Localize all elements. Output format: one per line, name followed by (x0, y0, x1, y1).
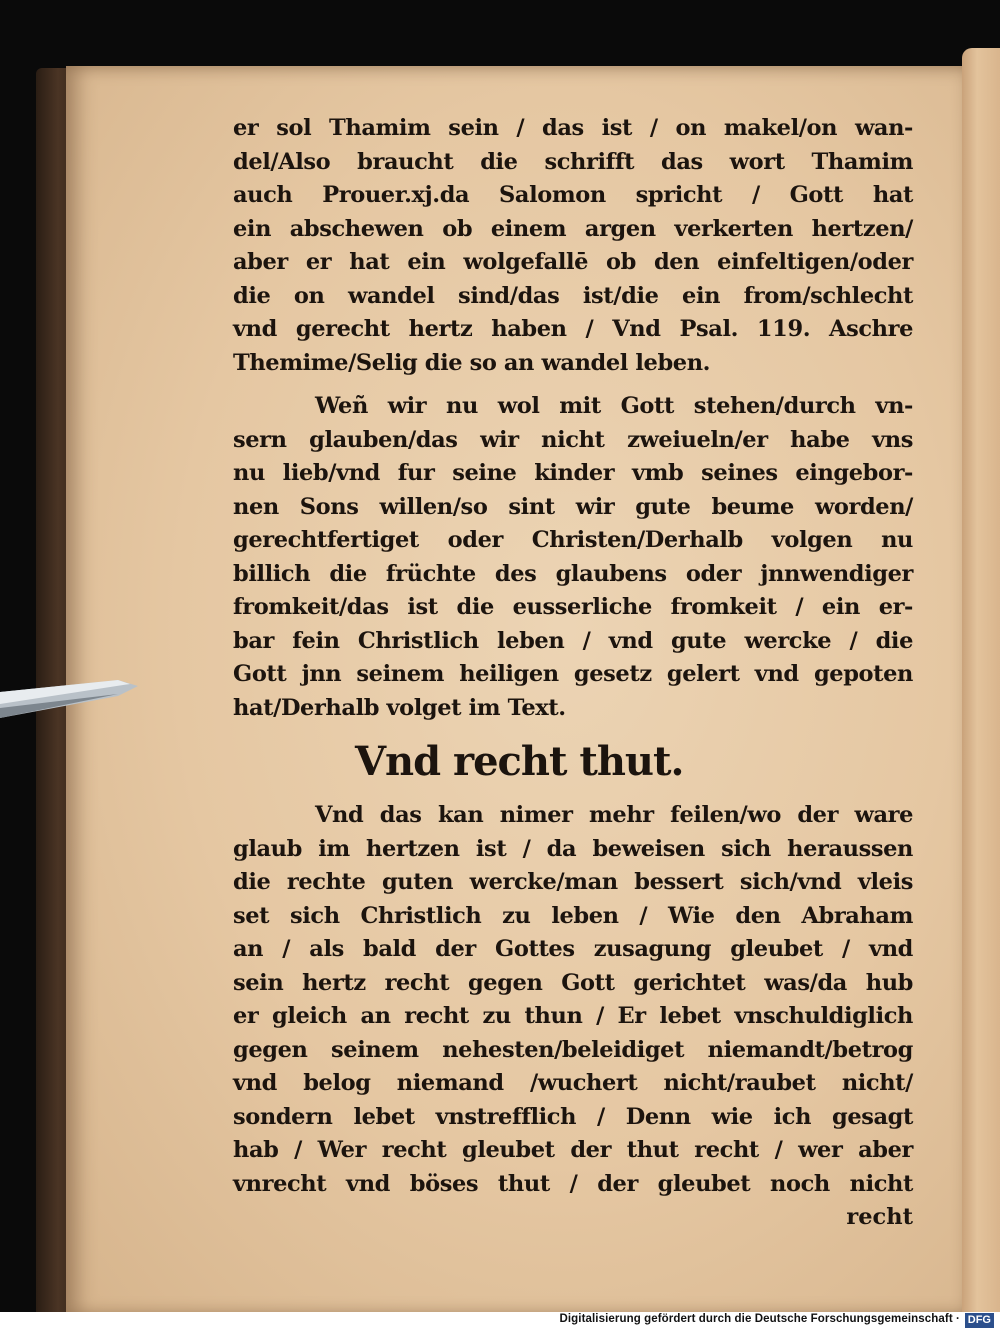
text-line: gegen seinem nehesten/beleidiget niemandt/betrog (233, 1036, 913, 1063)
text-line: er sol Thamim sein / das ist / on makel/on wan- (233, 115, 913, 141)
paragraph-1 (233, 112, 913, 380)
text-line: Weñ wir nu wol mit Gott stehen/durch vn- (315, 393, 913, 419)
text-line: Themime/Selig die so an wandel leben. (233, 349, 711, 376)
text-line: gerechtfertiget oder Christen/Derhalb volgen nu (233, 527, 913, 553)
pen-pointer-icon (0, 672, 140, 732)
text-line: bar fein Christlich leben / vnd gute wercke / die (233, 627, 913, 654)
text-line: ein abschewen ob einem argen verkerten hertzen/ (233, 215, 913, 242)
text-line: vnrecht vnd böses thut / der gleubet noch nicht (233, 1170, 913, 1197)
text-line: auch Prouer.xj.da Salomon spricht / Gott hat (233, 182, 913, 208)
dfg-logo: DFG (965, 1313, 994, 1328)
text-line: sondern lebet vnstrefflich / Denn wie ich gesagt (233, 1103, 913, 1130)
text-line: hat/Derhalb volget im Text. (233, 694, 566, 721)
text-line: del/Also braucht die schrifft das wort Thamim (233, 148, 913, 175)
text-line: vnd belog niemand /wuchert nicht/raubet nicht/ (233, 1070, 913, 1096)
text-line: set sich Christlich zu leben / Wie den Abraham (233, 902, 913, 929)
text-line: hab / Wer recht gleubet der thut recht / wer aber (233, 1137, 913, 1163)
text-line: sern glauben/das wir nicht zweiueln/er habe vns (233, 426, 913, 453)
paragraph-3 (233, 799, 913, 1201)
section-heading: Vnd recht thut. (355, 738, 684, 785)
text-line: die rechte guten wercke/man bessert sich/vnd vleis (233, 869, 913, 895)
text-line: er gleich an recht zu thun / Er lebet vnschuldiglich (233, 1003, 913, 1029)
text-line: nu lieb/vnd fur seine kinder vmb seines eingebor- (233, 460, 913, 486)
text-line: fromkeit/das ist die eusserliche fromkeit / ein er- (233, 594, 913, 620)
text-line: sein hertz recht gegen Gott gerichtet was/da hub (233, 969, 913, 996)
catchword: recht (846, 1204, 913, 1230)
text-line: an / als bald der Gottes zusagung gleubet / vnd (233, 936, 913, 962)
text-line: billich die früchte des glaubens oder jnnwendiger (233, 560, 913, 587)
text-line: vnd gerecht hertz haben / Vnd Psal. 119. Aschre (233, 316, 913, 342)
text-line: Vnd das kan nimer mehr feilen/wo der ware (315, 802, 913, 828)
text-line: nen Sons willen/so sint wir gute beume worden/ (233, 493, 913, 520)
next-page-edge (962, 48, 1000, 1316)
paragraph-2 (233, 390, 913, 725)
text-line: glaub im hertzen ist / da beweisen sich heraussen (233, 835, 913, 862)
digitization-credit: Digitalisierung gefördert durch die Deutsche Forschungsgemeinschaft · (559, 1313, 960, 1325)
text-line: die on wandel sind/das ist/die ein from/schlecht (233, 282, 913, 309)
text-line: aber er hat ein wolgefallē ob den einfeltigen/oder (233, 249, 913, 275)
page-text (233, 112, 913, 1235)
text-line: Gott jnn seinem heiligen gesetz gelert vnd gepoten (233, 661, 913, 687)
